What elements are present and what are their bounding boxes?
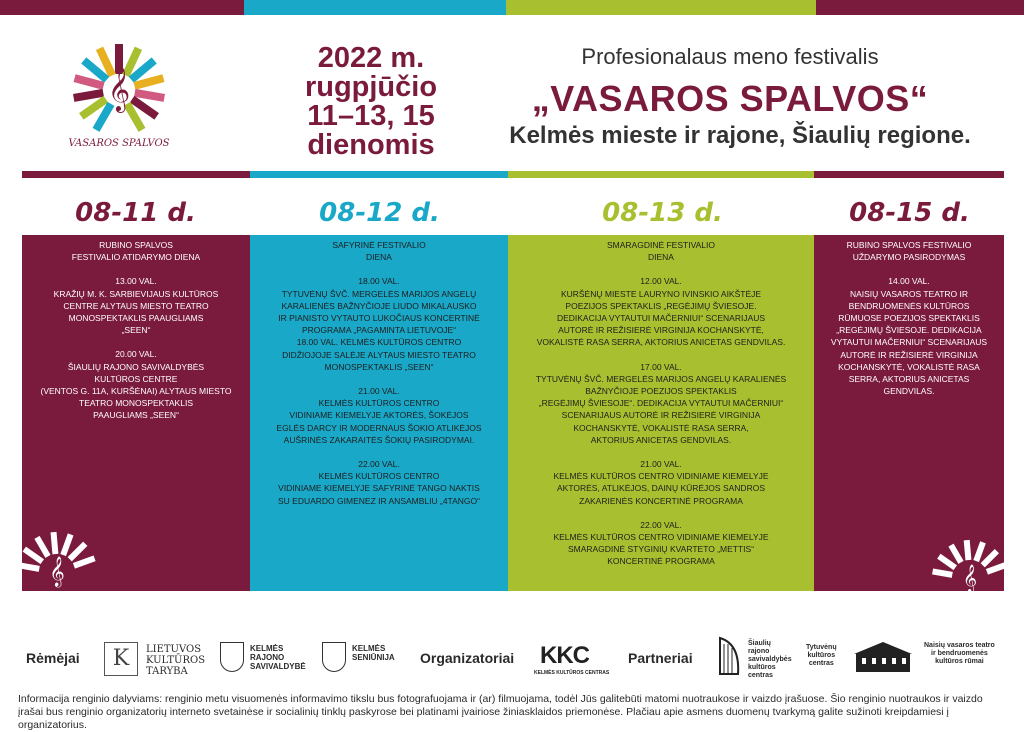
festival-title: „VASAROS SPALVOS“	[531, 78, 929, 119]
day-theme: SAFYRINĖ FESTIVALIO DIENA	[332, 240, 426, 263]
footer-notice: Informacija renginio dalyviams: renginio metu visuomenės informavimo tikslu bus fotografuojama ir (ar) filmuojama, todėl Jūs galitebūti matomi nuotraukose ir vaizdo įrašuose. Šio renginio nuotraukos ir vaizdo įrašai bus renginio organizatorių interneto svetainėse ir socialinių tinklų paskyrose bei platinami įvairiose žiniasklaidos priemonėse. Plačiau apie asmens duomenų tvarkymą galite sužinoti kreipdamiesi į organizatorius.	[18, 693, 983, 731]
organizers-label: Organizatoriai	[420, 650, 515, 666]
date-days: 11–13, 15	[307, 100, 435, 132]
event-entry: 20.00 VAL. ŠIAULIŲ RAJONO SAVIVALDYBĖS KULTŪROS CENTRE (VENTOS G. 11A, KURŠĖNAI) ALYTAUS MIESTO TEATRO MONOSPEKTAKLIS PAAUGLIAMS „SEEN“	[40, 349, 232, 421]
date-month: rugpjūčio	[304, 71, 438, 103]
day-column-2	[250, 235, 508, 591]
festival-dates	[286, 44, 456, 160]
top-bar-cyan	[244, 0, 506, 15]
mid-bar-cyan	[250, 171, 508, 178]
kelme-coat-of-arms-icon	[220, 642, 244, 672]
mid-bar-maroon-right	[814, 171, 1004, 178]
day-theme: RUBINO SPALVOS FESTIVALIO UŽDARYMO PASIRODYMAS	[846, 240, 972, 263]
svg-text:VASAROS SPALVOS: VASAROS SPALVOS	[68, 138, 170, 149]
event-entry: 12.00 VAL. KURŠĖNŲ MIESTE LAURYNO IVINSKIO AIKŠTĖJE POEZIJOS SPEKTAKLIS „REGĖJIMŲ ŠVIESOJE. DEDIKACIJA VYTAUTUI MAČERNIUI“ SCENARIJAUS AUTORĖ IR REŽISIERĖ VIRGINIJA KOCHANSKYTĖ, VOKALISTĖ RASA SERRA, AKTORIUS ANICETAS GENDVILAS.	[536, 276, 786, 348]
kelmes-seniunija-name: KELMĖS SENIŪNIJA	[352, 644, 395, 662]
date-suffix: dienomis	[307, 129, 435, 161]
day-header-1: 08-11 d.	[75, 198, 196, 228]
tytuvenu-name: Tytuvėnų kultūros centras	[806, 644, 837, 667]
decorative-flower-icon	[936, 530, 1004, 591]
festival-location: Kelmės mieste ir rajone, Šiaulių regione.	[509, 122, 971, 149]
seniunija-coat-of-arms-icon	[322, 642, 346, 672]
event-entry: 14.00 VAL. NAISIŲ VASAROS TEATRO IR BENDRUOMENĖS KULTŪROS RŪMUOSE POEZIJOS SPEKTAKLIS „REGĖJIMŲ ŠVIESOJE. DEDIKACIJA VYTAUTUI MAČERNIUI“ SCENARIJAUS AUTORĖ IR REŽISIERĖ VIRGINIJA KOCHANSKYTĖ, VOKALISTĖ RASA SERRA, AKTORIUS ANICETAS GENDVILAS.	[830, 276, 988, 397]
day-header-3: 08-13 d.	[602, 198, 723, 228]
top-bar-green	[506, 0, 816, 15]
kkc-logo: KKC	[540, 642, 589, 669]
naisiu-name: Naisių vasaros teatro ir bendruomenės kultūros rūmai	[924, 642, 995, 665]
naisiu-building-icon	[852, 640, 914, 676]
event-entry: 17.00 VAL. TYTUVĖNŲ ŠVČ. MERGELĖS MARIJOS ANGELŲ KARALIENĖS BAŽNYČIOJE POEZIJOS SPEKTAKLIS „REGĖJIMŲ ŠVIESOJE“. DEDIKACIJA VYTAUTUI MAČERNIUI“ SCENARIJAUS AUTORĖ IR REŽISIERĖ VIRGINIJA KOCHANSKYTĖ, VOKALISTĖ RASA SERRA, AKTORIUS ANICETAS GENDVILAS.	[535, 361, 787, 445]
festival-subtitle: Profesionalaus meno festivalis	[581, 44, 879, 69]
sponsors-label: Rėmėjai	[26, 650, 80, 666]
day-theme: SMARAGDINĖ FESTIVALIO DIENA	[606, 240, 715, 263]
event-entry: 21.00 VAL. KELMĖS KULTŪROS CENTRO VIDINIAME KIEMELYJE AKTORĖS, ATLIKĖJOS, DAINŲ KŪRĖJOS SANDROS ZAKARIENĖS KONCERTINĖ PROGRAMA	[553, 459, 769, 506]
partners-label: Partneriai	[628, 650, 693, 666]
festival-logo	[64, 42, 174, 152]
kkc-subtitle: KELMĖS KULTŪROS CENTRAS	[534, 670, 610, 676]
ltk-logo-icon: K	[104, 642, 138, 676]
top-bar-maroon	[0, 0, 244, 15]
top-bar-maroon-right	[816, 0, 1024, 15]
event-entry: 22.00 VAL. KELMĖS KULTŪROS CENTRO VIDINIAME KIEMELYJE SMARAGDINĖ STYGINIŲ KVARTETO „METTIS“ KONCERTINĖ PROGRAMA	[553, 519, 769, 567]
sponsors-row	[0, 632, 1024, 692]
svg-text:𝄞: 𝄞	[49, 557, 65, 587]
svg-text:𝄞: 𝄞	[962, 564, 978, 592]
day-theme: RUBINO SPALVOS FESTIVALIO ATIDARYMO DIENA	[71, 240, 201, 263]
date-year: 2022 m.	[317, 42, 425, 74]
mid-bar-green	[508, 171, 814, 178]
siauliu-name: Šiaulių rajono savivaldybės kultūros centras	[748, 640, 792, 679]
event-entry: 13.00 VAL. KRAŽIŲ M. K. SARBIEVIJAUS KULTŪROS CENTRE ALYTAUS MIESTO TEATRO MONOSPEKTAKLIS PAAUGLIAMS „SEEN“	[53, 276, 219, 336]
event-entry: 21.00 VAL. KELMĖS KULTŪROS CENTRO VIDINIAME KIEMELYJE AKTORĖS, ŠOKĖJOS EGLĖS DARCY IR MODERNAUS ŠOKIO ATLIKĖJOS AUŠRINĖS ZAKARAITĖS ŠOKIŲ PASIRODYMAI.	[276, 386, 482, 445]
kelmes-rajono-name: KELMĖS RAJONO SAVIVALDYBĖ	[250, 644, 306, 671]
event-entry: 22.00 VAL. KELMĖS KULTŪROS CENTRO VIDINIAME KIEMELYJE SAFYRINĖ TANGO NAKTIS SU EDUARDO GIMENEZ IR ANSAMBLIU „4TANGO“	[278, 459, 480, 506]
ltk-name: LIETUVOS KULTŪROS TARYBA	[146, 644, 206, 677]
day-column-3	[508, 235, 814, 591]
svg-text:𝄞: 𝄞	[107, 67, 131, 111]
day-header-2: 08-12 d.	[319, 198, 440, 228]
mid-bar-maroon	[22, 171, 250, 178]
day-header-4: 08-15 d.	[849, 198, 970, 228]
event-entry: 18.00 VAL. TYTUVĖNŲ ŠVČ. MERGELĖS MARIJOS ANGELŲ KARALIENĖS BAŽNYČIOJE LIUDO MIKALAUSKO IR PIANISTO VYTAUTO LUKOČIAUS KONCERTINĖ PROGRAMA „PAGAMINTA LIETUVOJE“ 18.00 VAL. KELMĖS KULTŪROS CENTRO DIDŽIOJOJE SALĖJE ALYTAUS MIESTO TEATRO MONOSPEKTAKLIS „SEEN“	[278, 276, 480, 372]
siauliu-harp-icon	[712, 634, 746, 680]
decorative-flower-icon	[22, 520, 92, 591]
